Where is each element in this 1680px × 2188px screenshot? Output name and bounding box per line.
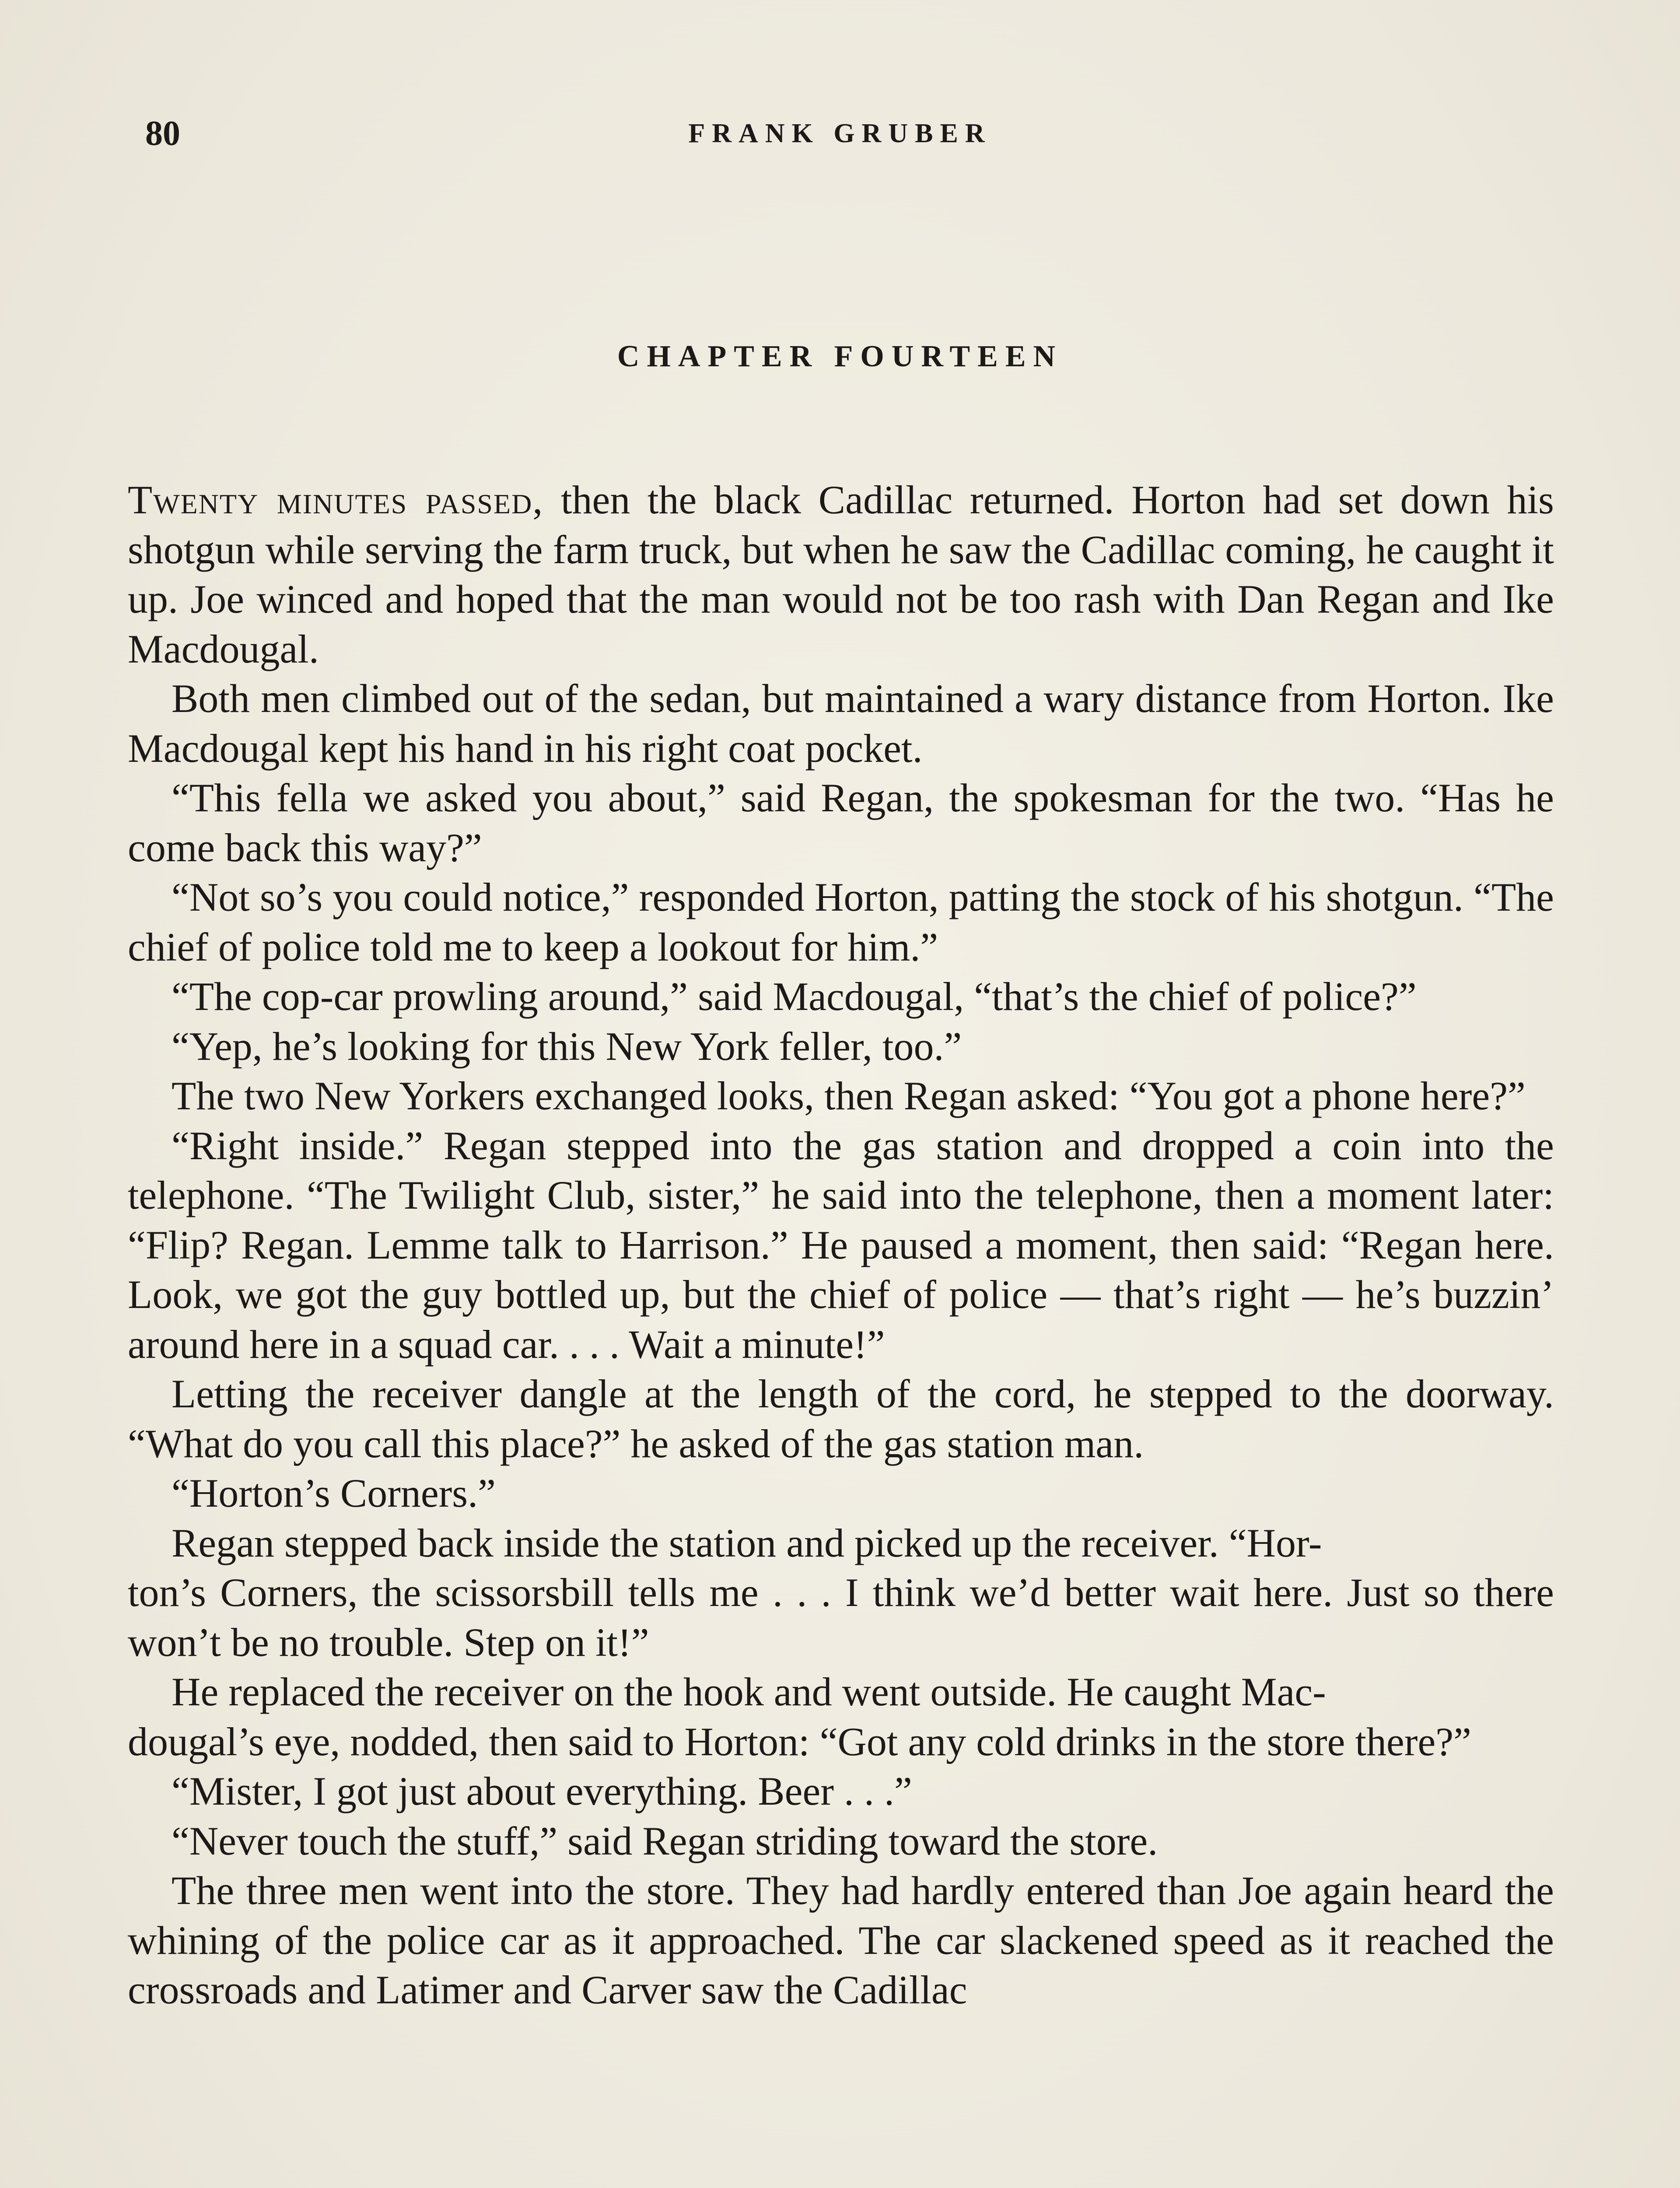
paragraph: He replaced the receiver on the hook and went outside. He caught Mac- dougal’s eye, nodded, then said to Horton: “Got any cold drinks in the store there?” — [128, 1669, 1471, 1764]
paragraph: Both men climbed out of the sedan, but maintained a wary distance from Horton. Ike Macdougal kept his hand in his right coat pocket. — [128, 676, 1554, 771]
paragraph — [128, 475, 1554, 674]
paragraph: “Horton’s Corners.” — [172, 1471, 496, 1515]
paragraph: “Never touch the stuff,” said Regan striding toward the store. — [172, 1818, 1158, 1863]
paragraph: Letting the receiver dangle at the length of the cord, he stepped to the doorway. “What do you call this place?” he asked of the gas station man. — [128, 1371, 1554, 1466]
paragraph: “Right inside.” Regan stepped into the gas station and dropped a coin into the telephone. “The Twilight Club, sister,” he said into the telephone, then a moment later: “Flip? Regan. Lemme talk to Harrison.” He paused a moment, then said: “Regan here. Look, we got the guy bottled up, but the chief of police — that’s right — he’s buzzin’ around here in a squad car. . . . Wait a minute!” — [128, 1123, 1554, 1367]
paragraph: Regan stepped back inside the station and picked up the receiver. “Hor- ton’s Corners, the scissorsbill tells me . . . I think we’d better wait here. Just so there won’t be no trouble. Step on it!” — [128, 1520, 1554, 1665]
paragraph: The two New Yorkers exchanged looks, then Regan asked: “You got a phone here?” — [172, 1073, 1526, 1118]
chapter-heading: CHAPTER FOURTEEN — [617, 340, 1063, 373]
body-text — [128, 475, 1554, 2015]
paragraph: The three men went into the store. They had hardly entered than Joe again heard the whining of the police car as it approached. The car slackened speed as it reached the crossroads and Latimer and Carver saw the Cadillac — [128, 1868, 1554, 2012]
running-head — [128, 112, 1552, 155]
paragraph: “The cop-car prowling around,” said Macdougal, “that’s the chief of police?” — [172, 974, 1417, 1019]
paragraph: “This fella we asked you about,” said Regan, the spokesman for the two. “Has he come back this way?” — [128, 775, 1554, 870]
paragraph: “Yep, he’s looking for this New York feller, too.” — [172, 1024, 962, 1069]
running-title: FRANK GRUBER — [688, 119, 992, 148]
opening-rest: then the black Cadillac returned. Horton had set down his shotgun while serving the farm truck, but when he saw the Cadillac coming, he caught it up. Joe winced and hoped that the man would not be too rash with Dan Regan and Ike Macdougal. — [128, 477, 1554, 671]
paragraph: “Not so’s you could notice,” responded Horton, patting the stock of his shotgun. “The chief of police told me to keep a lookout for him.” — [128, 875, 1554, 969]
page-number: 80 — [145, 114, 180, 153]
opening-smallcaps: Twenty minutes passed, — [128, 477, 544, 522]
paragraph: “Mister, I got just about everything. Beer . . .” — [172, 1769, 912, 1813]
